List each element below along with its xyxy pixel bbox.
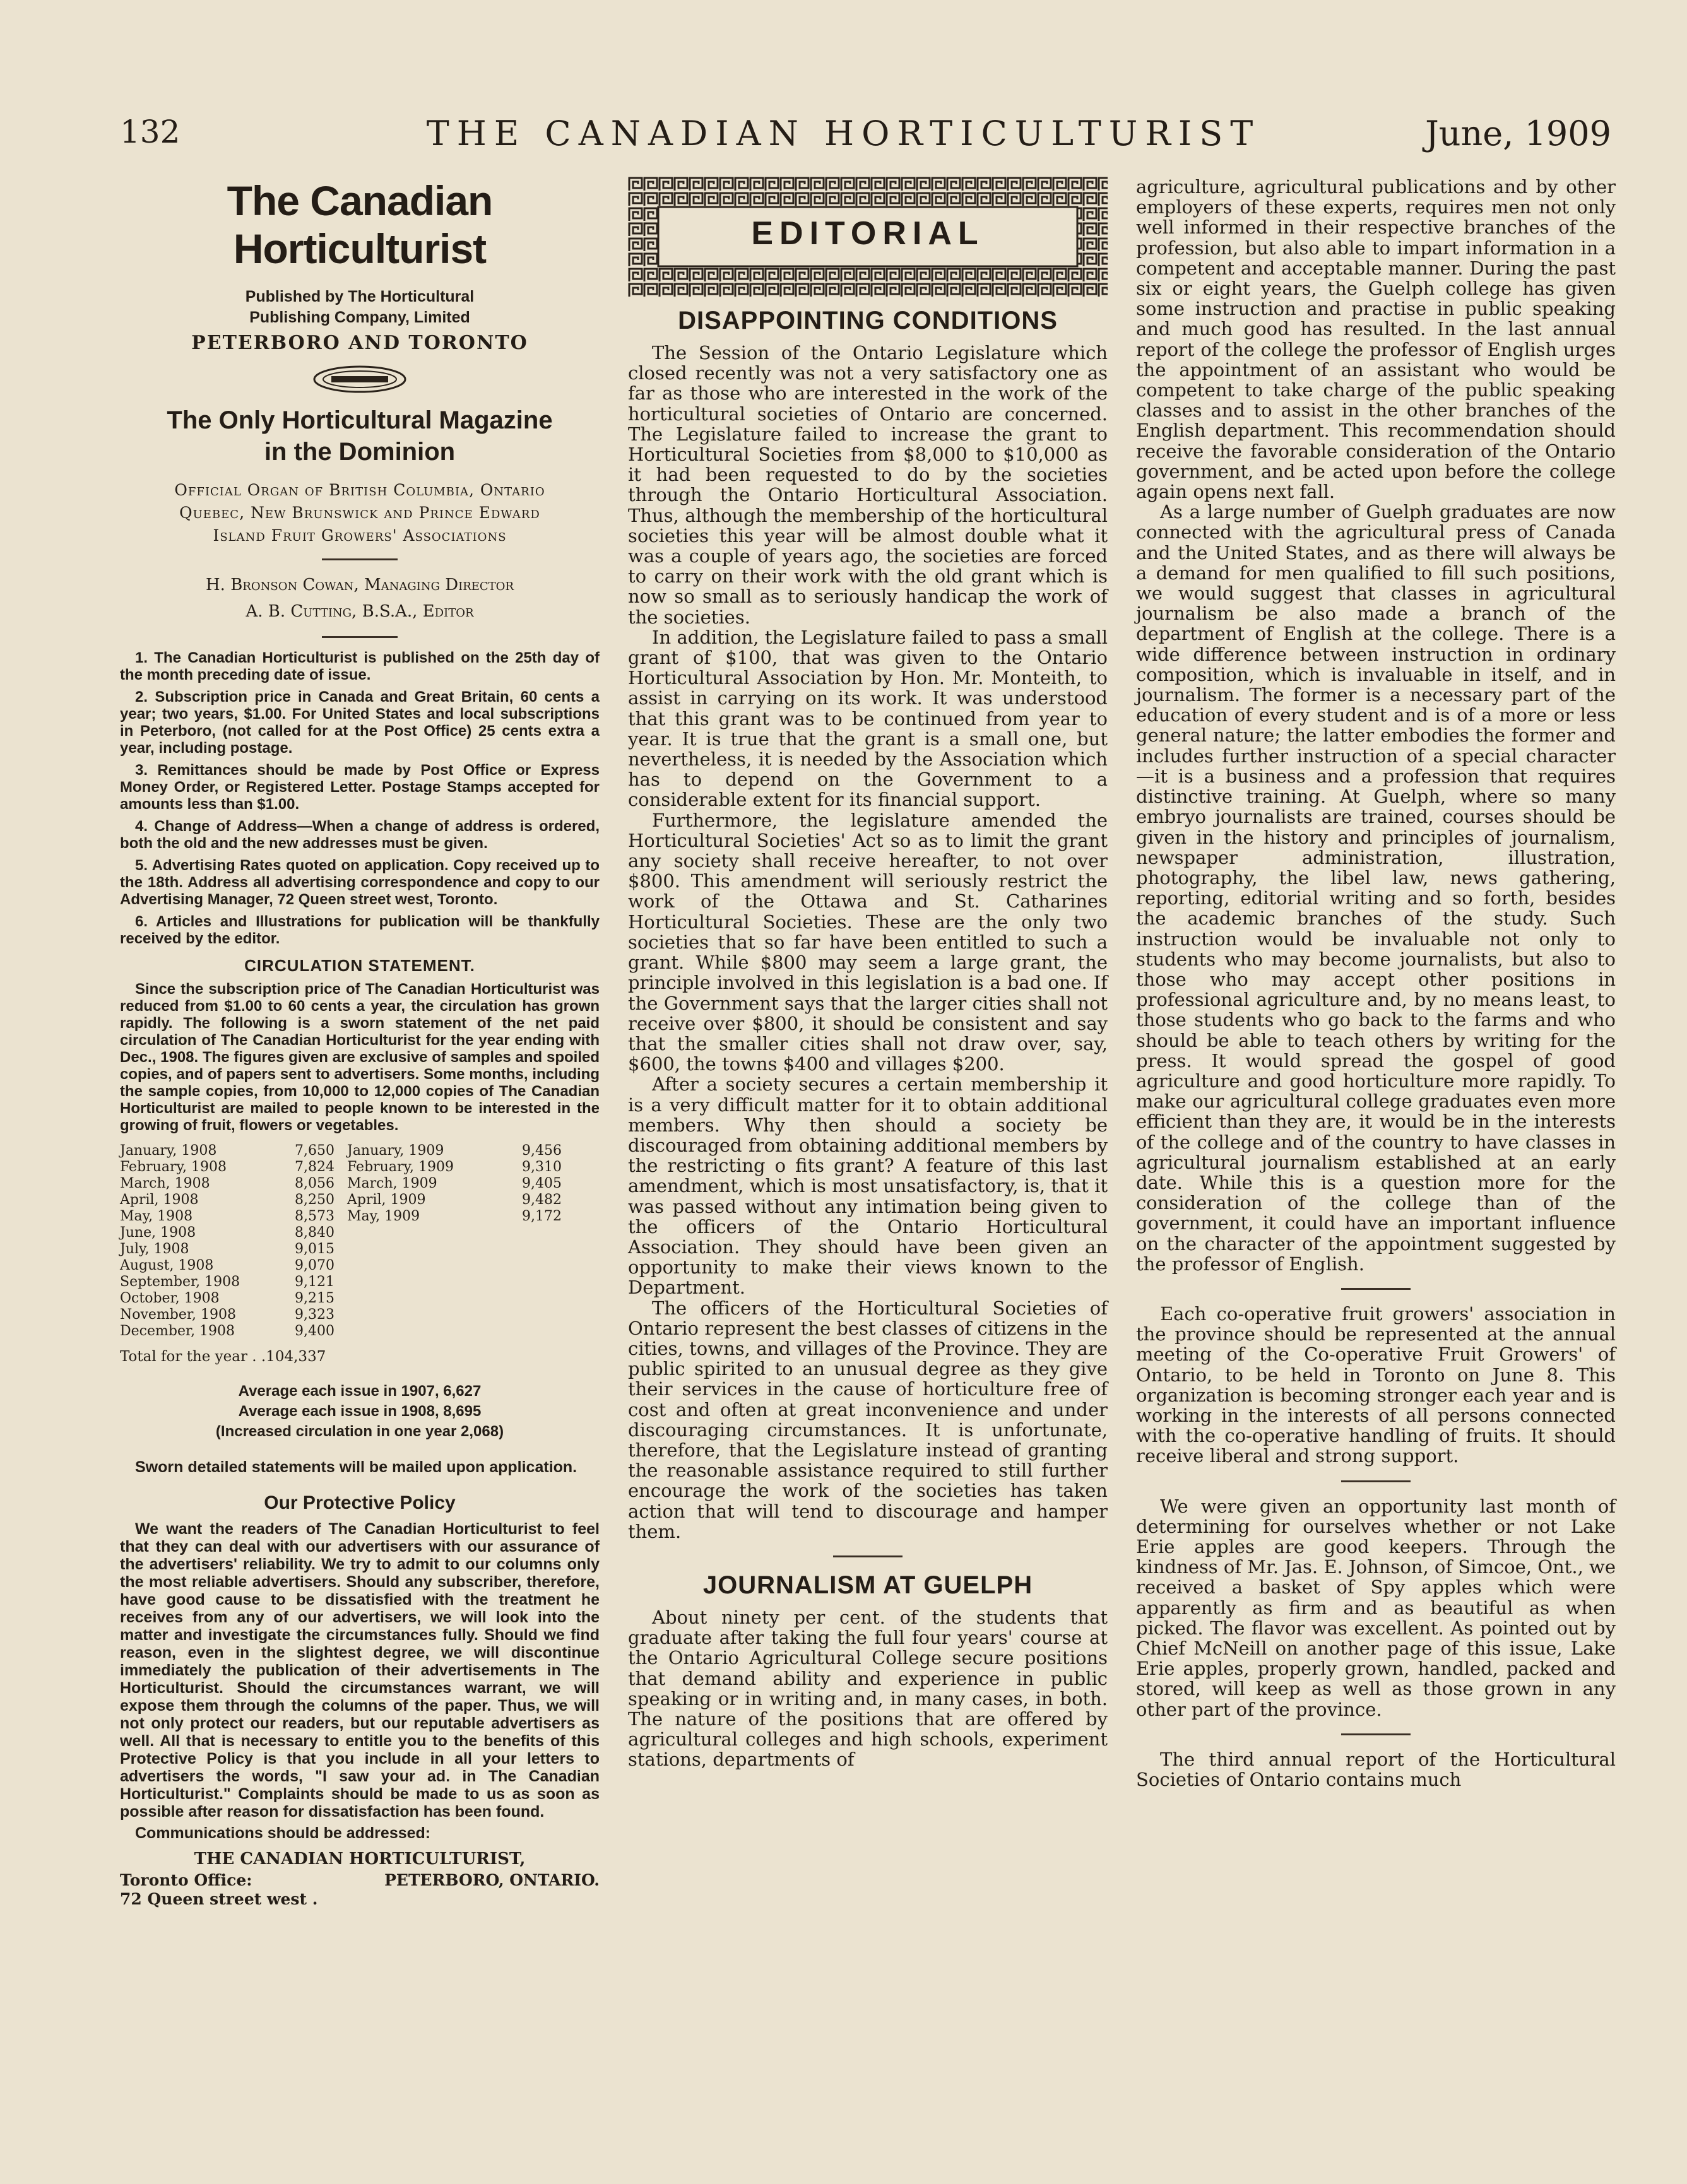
protective-policy-text: We want the readers of The Canadian Horticulturist to feel that they can deal with our advertisers with our assurance of the advertisers' reliability. We try to admit to our columns only the most reliable advertisers. Should any subscriber, therefore, have good cause to be dissatisfied with the treatment he receives from any of our advertisers, we will look into the matter and investigate the circumstances fully. Should we find reason, even in the slightest degree, we will discontinue immediately the publication of their advertisements in The Horticulturist. Should the circumstances warrant, we will expose them through the columns of the paper. Thus, we will not only protect our readers, but our reputable advertisers as well. All that is necessary to entitle you to the benefits of this Protective Policy is that you include in all your letters to advertisers the words, "I saw your ad. in The Canadian Horticulturist." Complaints should be made to us as soon as possible after reason for dissatisfaction has been found. bbox=[120, 1520, 600, 1821]
editorial-title: EDITORIAL bbox=[751, 215, 985, 252]
table-row: August, 1908 9,070 bbox=[120, 1258, 334, 1273]
editor: A. B. Cutting, B.S.A., Editor bbox=[246, 602, 474, 621]
publisher-places: PETERBORO AND TORONTO bbox=[191, 332, 528, 354]
union-label-icon bbox=[312, 365, 407, 393]
masthead-column bbox=[120, 177, 600, 1909]
communications-note: Communications should be addressed: bbox=[135, 1824, 431, 1842]
table-row: October, 1908 9,215 bbox=[120, 1290, 334, 1306]
table-row: January, 1908 7,650 bbox=[120, 1143, 334, 1159]
issue-date: June, 1909 bbox=[1425, 114, 1611, 153]
table-row: April, 1908 8,250 bbox=[120, 1192, 334, 1208]
article-paragraph: The Session of the Ontario Legislature which closed recently was not a very satisfactory one as far as those who are interested in the work of the horticultural societies of Ontario are concerned. The Legislature failed to increase the grant to Horticultural Societies from $8,000 to $10,000 as it had been requested to do by the societies through the Ontario Horticultural Association. Thus, although the membership of the horticultural societies this year will be almost double what it was a couple of years ago, the societies are forced to carry on their work with the old grant which is now so small as to seriously handicap the work of the societies. bbox=[628, 342, 1108, 628]
divider bbox=[322, 636, 398, 638]
article-paragraph: The third annual report of the Horticultural Societies of Ontario contains much bbox=[1136, 1748, 1616, 1791]
publisher-line-1: Published by The Horticultural bbox=[245, 288, 475, 305]
notice-item: 2. Subscription price in Canada and Great Britain, 60 cents a year; two years, $1.00. For United States and local subscriptions in Peterboro, (not called for at the Post Office) 25 cents extra a year, including postage. bbox=[120, 688, 600, 757]
divider bbox=[1341, 1288, 1411, 1290]
article-paragraph: The officers of the Horticultural Societies of Ontario represent the best classes of citizens in the cities, towns, and villages of the Province. They are public spirited to an unusual degree as they give their services in the cause of horticulture free of cost and often at great inconvenience and under discouraging circumstances. It is unfortunate, therefore, that the Legislature instead of granting the reasonable assistance required to still further encourage the work of the societies has taken action that will tend to discourage and hamper them. bbox=[628, 1297, 1108, 1542]
table-row: November, 1908 9,323 bbox=[120, 1307, 334, 1323]
table-row: May, 1908 8,573 bbox=[120, 1208, 334, 1224]
official-organ-line-2: Quebec, New Brunswick and Prince Edward bbox=[179, 504, 540, 522]
toronto-office-label: Toronto Office: bbox=[120, 1871, 252, 1889]
running-title: THE CANADIAN HORTICULTURIST bbox=[426, 114, 1261, 153]
table-row: March, 1908 8,056 bbox=[120, 1176, 334, 1191]
protective-policy-heading: Our Protective Policy bbox=[264, 1492, 456, 1513]
table-row: July, 1908 9,015 bbox=[120, 1241, 334, 1257]
circulation-text: Since the subscription price of The Canadian Horticulturist was reduced from $1.00 to 60 cents a year, the circulation has grown rapidly. The following is a sworn statement of the net paid circulation of The Canadian Horticulturist for the year ending with Dec., 1908. The figures given are exclusive of samples and spoiled copies, and of papers sent to advertisers. Some months, including the sample copies, from 10,000 to 12,000 copies of The Canadian Horticulturist are mailed to people known to be interested in the growing of fruit, flowers or vegetables. bbox=[120, 981, 600, 1134]
circulation-column-1909 bbox=[347, 1143, 562, 1365]
page-number: 132 bbox=[120, 114, 181, 150]
address-line bbox=[120, 1871, 600, 1890]
circulation-averages bbox=[120, 1381, 600, 1442]
table-row: May, 1909 9,172 bbox=[347, 1208, 562, 1224]
peterboro-address: PETERBORO, ONTARIO. bbox=[384, 1871, 600, 1889]
tagline-line-2: in the Dominion bbox=[264, 438, 456, 466]
article-paragraph: Each co-operative fruit growers' association in the province should be represented at the annual meeting of the Co-operative Fruit Growers' of Ontario, to be held in Toronto on June 8. This organization is becoming stronger each year and is working in the interests of all persons connected with the co-operative handling of fruits. It should receive liberal and strong support. bbox=[1136, 1302, 1616, 1467]
publication-name: The Canadian Horticulturist bbox=[227, 177, 493, 272]
table-row: January, 1909 9,456 bbox=[347, 1143, 562, 1159]
table-row: February, 1909 9,310 bbox=[347, 1159, 562, 1175]
publisher-line-2: Publishing Company, Limited bbox=[249, 309, 470, 326]
page-header bbox=[0, 114, 1687, 164]
notice-item: 6. Articles and Illustrations for publication will be thankfully received by the editor. bbox=[120, 913, 600, 947]
divider bbox=[322, 558, 398, 560]
divider bbox=[1341, 1480, 1411, 1482]
tagline-line-1: The Only Horticultural Magazine bbox=[167, 406, 553, 434]
sworn-statement: Sworn detailed statements will be mailed upon application. bbox=[135, 1458, 577, 1476]
notice-item: 3. Remittances should be made by Post Office or Express Money Order, or Registered Letter. Postage Stamps accepted for amounts less than $1.00. bbox=[120, 762, 600, 813]
article-paragraph: About ninety per cent. of the students that graduate after taking the full four years' course at the Ontario Agricultural College secure positions that demand ability and experience in public speaking or in writing and, in many cases, in both. The nature of the positions that are offered by agricultural colleges and high schools, experiment stations, departments of bbox=[628, 1606, 1108, 1771]
table-row: June, 1908 8,840 bbox=[120, 1225, 334, 1241]
circulation-table bbox=[120, 1143, 600, 1365]
table-row: March, 1909 9,405 bbox=[347, 1176, 562, 1191]
article-heading: DISAPPOINTING CONDITIONS bbox=[678, 307, 1058, 334]
article-paragraph: Furthermore, the legislature amended the Horticultural Societies' Act so as to limit the grant any society shall receive hereafter, to not over $800. This amendment will seriously restrict the work of the Ottawa and St. Catharines Horticultural Societies. These are the only two societies that so far have been entitled to such a grant. While $800 may seem a large grant, the principle involved in this legislation is a bad one. If the Government says that the larger cities shall not receive over $800, it should be consistent and say that the smaller cities shall not draw over, say, $600, the towns $400 and villages $200. bbox=[628, 809, 1108, 1075]
circulation-total: Total for the year . .104,337 bbox=[120, 1349, 326, 1365]
average-1907: Average each issue in 1907, 6,627 bbox=[238, 1383, 482, 1400]
table-row: February, 1908 7,824 bbox=[120, 1159, 334, 1175]
article-paragraph: After a society secures a certain membership it is a very difficult matter for it to obtain additional members. Why then should a society be discouraged from obtaining additional members by the restricting o fits grant? A feature of this last amendment, which is most unsatisfactory, is, that it was passed without any intimation being given to the officers of the Ontario Horticultural Association. They should have been given an opportunity to make their views known to the Department. bbox=[628, 1073, 1108, 1299]
divider bbox=[1341, 1733, 1411, 1735]
circulation-column-1908 bbox=[120, 1143, 334, 1365]
article-paragraph: As a large number of Guelph graduates are now connected with the agricultural press of Canada and the United States, and as there will always be a demand for men qualified to fill such positions, we would suggest that classes in agricultural journalism be also made a branch of the department of English at the college. There is a wide difference between instruction in ordinary composition, which is invaluable in itself, and in journalism. The former is a necessary part of the education of every student and is of a more or less general nature; the latter embodies the former and includes further instruction of a special character —it is a business and a profession that requires distinctive training. At Guelph, where so many embryo journalists are trained, courses should be given in the history and principles of journalism, newspaper administration, illustration, photography, the libel law, news gathering, reporting, editorial writing and so forth, besides the academic branches of the study. Such instruction would be invaluable not only to students who may become journalists, but also to those who may accept other positions in professional agriculture and, by no means least, to those students who go back to the farms and who should be able to teach others by writing for the press. It would spread the gospel of good agriculture and good horticulture more rapidly. To make our agricultural college graduates even more efficient than they are, it would be in the interests of the college and of the country to have classes in agricultural journalism established at an early date. While this is a question more for the consideration of the college than of the government, it could have an important influence on the character of the appointment suggested by the professor of English. bbox=[1136, 501, 1616, 1275]
article-paragraph: In addition, the Legislature failed to pass a small grant of $100, that was given to the Ontario Horticultural Association by Hon. Mr. Monteith, to assist in carrying on its work. It was understood that this grant was to be continued from year to year. It is true that the grant is a small one, but nevertheless, it is needed by the Association which has to depend on the Government to a considerable extent for its financial support. bbox=[628, 626, 1108, 811]
managing-director: H. Bronson Cowan, Managing Director bbox=[206, 576, 514, 594]
official-organ-line-1: Official Organ of British Columbia, Ontario bbox=[174, 481, 545, 499]
table-row: April, 1909 9,482 bbox=[347, 1192, 562, 1208]
notice-item: 4. Change of Address—When a change of address is ordered, both the old and the new addresses must be given. bbox=[120, 818, 600, 852]
tagline bbox=[120, 404, 600, 468]
street-address: 72 Queen street west . bbox=[120, 1890, 318, 1908]
table-row: September, 1908 9,121 bbox=[120, 1274, 334, 1290]
notice-item: 5. Advertising Rates quoted on application. Copy received up to the 18th. Address all advertising correspondence and copy to our Advertising Manager, 72 Queen street west, Toronto. bbox=[120, 857, 600, 908]
continued-column bbox=[1136, 177, 1616, 1790]
average-1908: Average each issue in 1908, 8,695 bbox=[238, 1403, 482, 1420]
circulation-heading: CIRCULATION STATEMENT. bbox=[244, 956, 475, 975]
article-heading: JOURNALISM AT GUELPH bbox=[702, 1571, 1033, 1599]
notice-item: 1. The Canadian Horticulturist is published on the 25th day of the month preceding date of issue. bbox=[120, 649, 600, 683]
editorial-banner bbox=[628, 177, 1108, 297]
circulation-increase: (Increased circulation in one year 2,068) bbox=[215, 1423, 504, 1440]
addressee: THE CANADIAN HORTICULTURIST, bbox=[194, 1850, 526, 1868]
editorial-column bbox=[628, 177, 1108, 1770]
official-organ-line-3: Island Fruit Growers' Associations bbox=[213, 526, 507, 545]
article-paragraph: agriculture, agricultural publications and by other employers of these experts, requires men not only well informed in their respective branches of the profession, but also able to impart information in a competent and acceptable manner. During the past six or eight years, the Guelph college has given some instruction and practise in public speaking and much good has resulted. In the last annual report of the college the professor of English urges the appointment of an assistant who would be competent to take charge of the public speaking classes and to assist in the other branches of the English department. This recommendation should receive the favorable consideration of the Ontario government, and be acted upon before the college again opens next fall. bbox=[1136, 176, 1616, 503]
article-paragraph: We were given an opportunity last month of determining for ourselves whether or not Lake Erie apples are good keepers. Through the kindness of Mr. Jas. E. Johnson, of Simcoe, Ont., we received a basket of Spy apples which were apparently as firm and as beautiful as when picked. The flavor was excellent. As pointed out by Chief McNeill on another page of this issue, Lake Erie apples, properly grown, handled, packed and stored, will keep as well as those grown in any other part of the province. bbox=[1136, 1495, 1616, 1720]
table-row: December, 1908 9,400 bbox=[120, 1323, 334, 1339]
divider bbox=[833, 1555, 903, 1557]
